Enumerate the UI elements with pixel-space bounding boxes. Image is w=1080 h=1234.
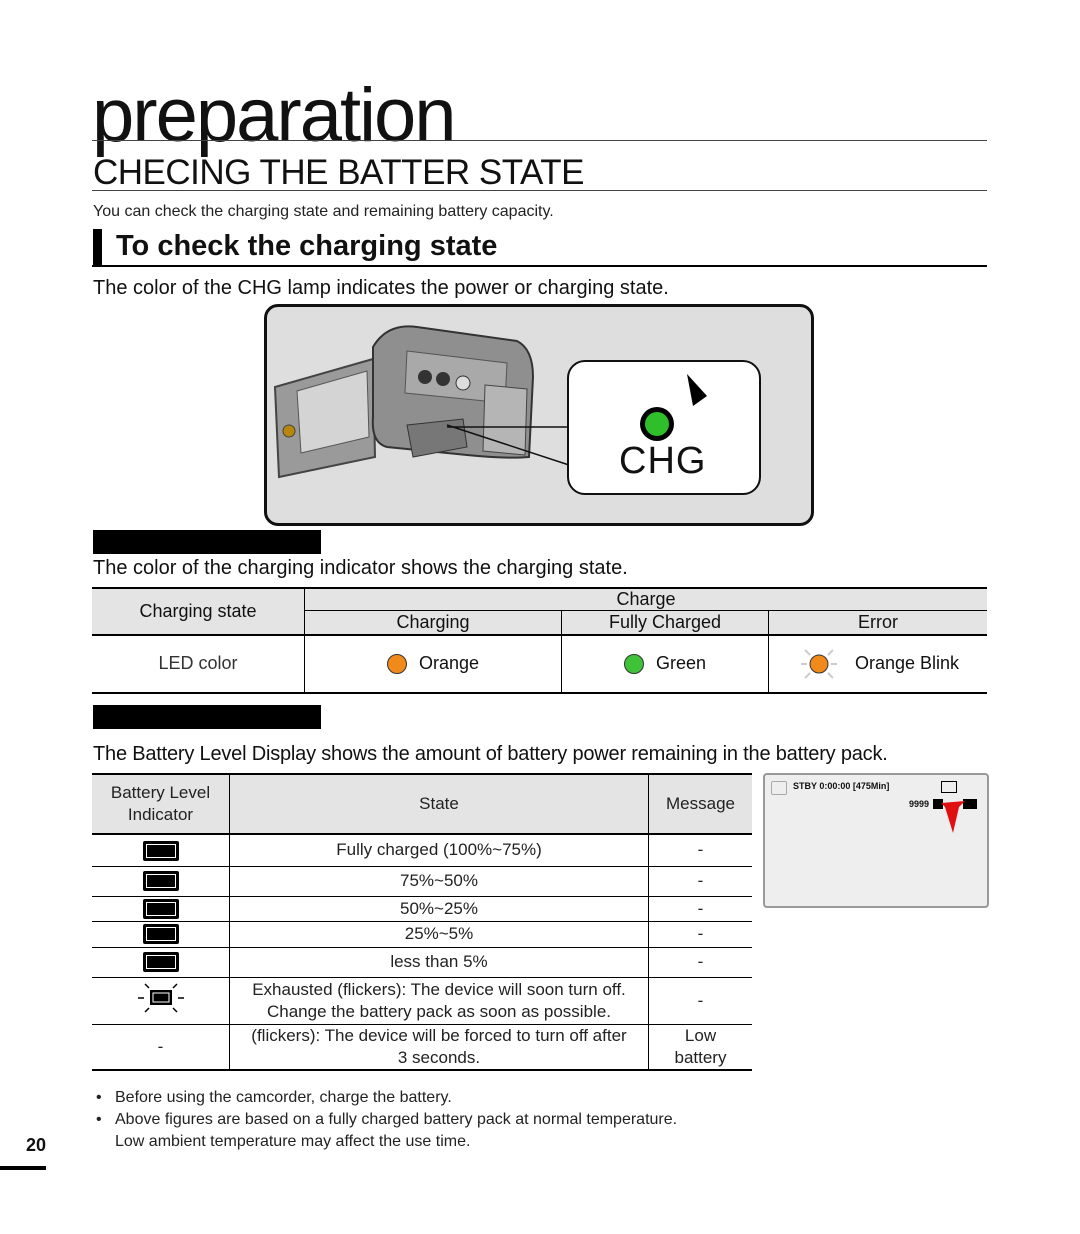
battery-low-icon xyxy=(143,952,179,972)
state-line: Change the battery pack as soon as possible. xyxy=(267,1001,611,1021)
chapter-title: preparation xyxy=(92,73,455,158)
state-header: State xyxy=(230,774,649,834)
message-cell: - xyxy=(649,977,753,1024)
chg-label: CHG xyxy=(619,440,707,482)
message-header: Message xyxy=(649,774,753,834)
message-line: battery xyxy=(674,1047,727,1067)
column-header: Error xyxy=(769,611,988,635)
green-led-icon xyxy=(624,654,644,674)
charging-state-table xyxy=(92,587,987,694)
lcd-counter: 9999 xyxy=(909,799,930,809)
section-label-bar xyxy=(93,530,321,554)
state-line: 3 seconds. xyxy=(397,1047,481,1067)
notes-list xyxy=(93,1087,677,1153)
led-color-name: Orange xyxy=(418,652,480,673)
led-color-name: Green xyxy=(655,652,707,673)
note-item: • Above figures are based on a fully charged battery pack at normal temperature. xyxy=(93,1109,677,1131)
memory-card-icon xyxy=(941,781,957,793)
message-cell: - xyxy=(649,866,753,896)
battery-exhausted-flicker-icon xyxy=(136,980,186,1021)
battery-three-quarter-icon xyxy=(143,871,179,891)
note-item: Low ambient temperature may affect the use time. xyxy=(115,1133,471,1150)
note-item: • Before using the camcorder, charge the battery. xyxy=(93,1087,677,1109)
state-cell: 25%~5% xyxy=(230,921,649,947)
orange-led-icon xyxy=(387,654,407,674)
battery-description: The Battery Level Display shows the amount of battery power remaining in the battery pack. xyxy=(93,743,888,765)
camera-mode-icon xyxy=(771,781,787,795)
state-cell xyxy=(230,977,649,1024)
battery-level-table xyxy=(92,773,752,1071)
page-marker xyxy=(0,1166,46,1170)
divider xyxy=(92,190,987,191)
group-header: Charge xyxy=(305,588,988,611)
led-cell xyxy=(305,635,562,693)
blinking-led-icon xyxy=(797,644,841,684)
state-cell xyxy=(230,1024,649,1070)
led-label: LED color xyxy=(92,635,305,693)
heading-marker xyxy=(93,229,102,266)
state-cell: 75%~50% xyxy=(230,866,649,896)
column-header: Charging xyxy=(305,611,562,635)
state-line: Exhausted (flickers): The device will soon turn off. xyxy=(252,979,626,999)
message-line: Low xyxy=(684,1025,717,1045)
battery-full-icon xyxy=(143,841,179,861)
battery-half-icon xyxy=(143,899,179,919)
lcd-status: STBY 0:00:00 [475Min] xyxy=(793,781,890,791)
message-cell: - xyxy=(649,947,753,977)
page-number: 20 xyxy=(26,1135,47,1155)
section-label-bar xyxy=(93,705,321,729)
lamp-description: The color of the CHG lamp indicates the power or charging state. xyxy=(93,277,669,299)
divider xyxy=(92,265,987,267)
column-header: Fully Charged xyxy=(562,611,769,635)
intro-text: You can check the charging state and remaining battery capacity. xyxy=(93,203,554,220)
state-cell: less than 5% xyxy=(230,947,649,977)
battery-quarter-icon xyxy=(143,924,179,944)
divider xyxy=(92,140,987,141)
led-cell xyxy=(562,635,769,693)
led-color-name: Orange Blink xyxy=(854,652,960,673)
charging-description: The color of the charging indicator shows the charging state. xyxy=(93,557,628,579)
message-cell: - xyxy=(649,834,753,866)
chg-lamp-callout xyxy=(567,360,761,495)
pointer-arrow-icon xyxy=(941,799,967,833)
led-cell xyxy=(769,635,988,693)
state-line: (flickers): The device will be forced to turn off after xyxy=(251,1025,627,1045)
indicator-cell: - xyxy=(92,1024,230,1070)
subsection-title: To check the charging state xyxy=(116,230,498,262)
state-cell: 50%~25% xyxy=(230,896,649,921)
message-cell: - xyxy=(649,921,753,947)
indicator-header: Battery Level Indicator xyxy=(92,774,230,834)
lcd-screen-illustration xyxy=(763,773,989,908)
message-cell xyxy=(649,1024,753,1070)
row-header: Charging state xyxy=(92,588,305,635)
section-title: CHECING THE BATTER STATE xyxy=(93,153,585,192)
state-cell: Fully charged (100%~75%) xyxy=(230,834,649,866)
message-cell: - xyxy=(649,896,753,921)
